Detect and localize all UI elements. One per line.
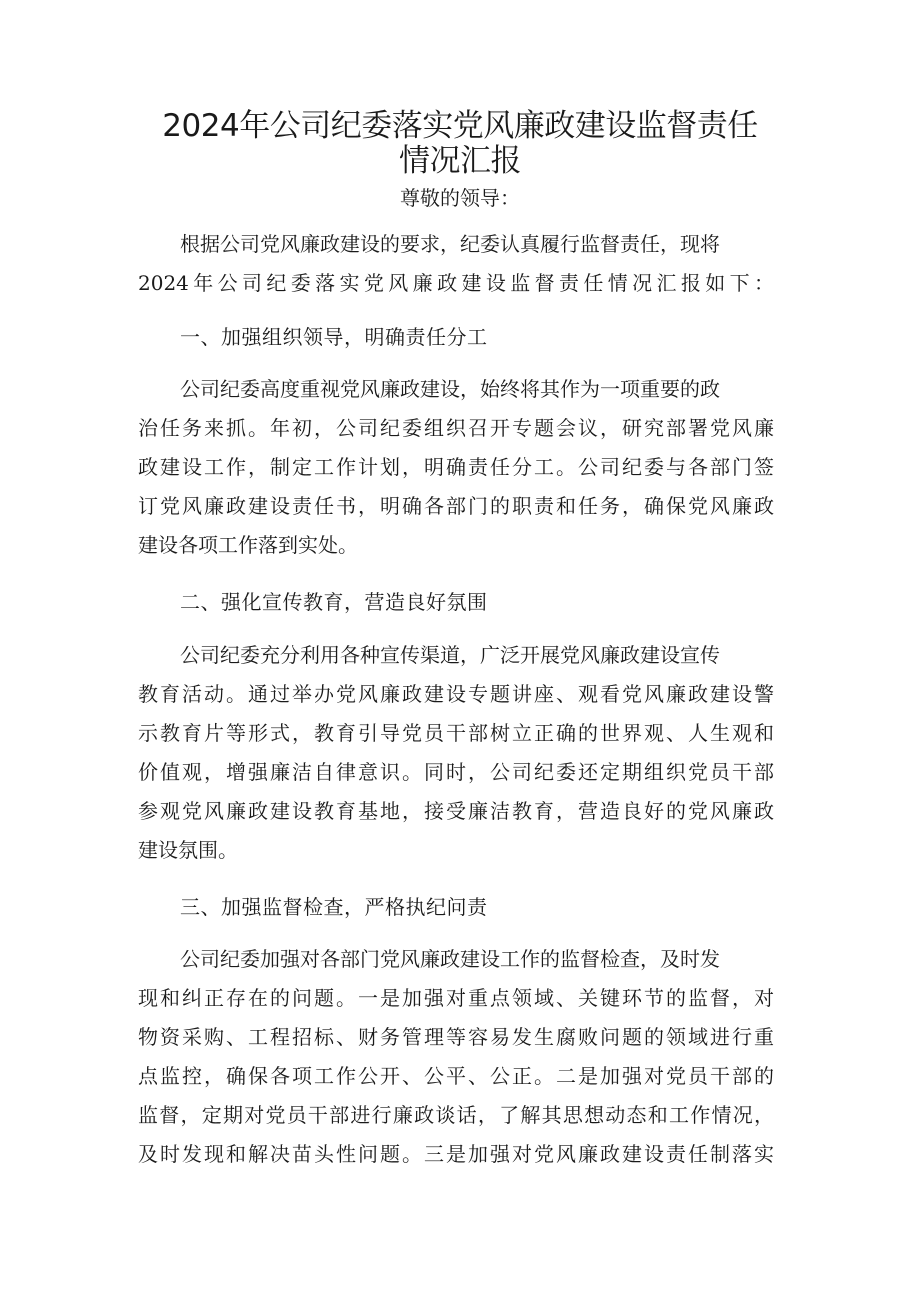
intro-line: 根据公司党风廉政建设的要求，纪委认真履行监督责任，现将 xyxy=(180,232,720,256)
greeting: 尊敬的领导： xyxy=(400,186,520,210)
document-title-line-1: 2024年公司纪委落实党风廉政建设监督责任 xyxy=(162,108,758,144)
paragraph-line: 公司纪委充分利用各种宣传渠道，广泛开展党风廉政建设宣传 xyxy=(180,643,720,667)
paragraph-line: 参观党风廉政建设教育基地，接受廉洁教育，营造良好的党风廉政 xyxy=(138,799,774,823)
paragraph-line: 建设氛围。 xyxy=(138,838,238,862)
paragraph-line: 物资采购、工程招标、财务管理等容易发生腐败问题的领域进行重 xyxy=(138,1025,774,1049)
section-heading: 二、强化宣传教育，营造良好氛围 xyxy=(180,590,488,614)
section-heading: 一、加强组织领导，明确责任分工 xyxy=(180,325,488,349)
paragraph-line: 价值观，增强廉洁自律意识。同时，公司纪委还定期组织党员干部 xyxy=(138,760,774,784)
section-heading: 三、加强监督检查，严格执纪问责 xyxy=(180,895,488,919)
paragraph-line: 政建设工作，制定工作计划，明确责任分工。公司纪委与各部门签 xyxy=(138,455,774,479)
intro-line: 2024年公司纪委落实党风廉政建设监督责任情况汇报如下： xyxy=(138,271,774,295)
paragraph-line: 公司纪委高度重视党风廉政建设，始终将其作为一项重要的政 xyxy=(180,377,720,401)
document-title-line-2: 情况汇报 xyxy=(399,143,521,179)
paragraph-line: 治任务来抓。年初，公司纪委组织召开专题会议，研究部署党风廉 xyxy=(138,416,774,440)
paragraph-line: 教育活动。通过举办党风廉政建设专题讲座、观看党风廉政建设警 xyxy=(138,682,774,706)
paragraph-line: 建设各项工作落到实处。 xyxy=(138,533,358,557)
paragraph-line: 监督，定期对党员干部进行廉政谈话，了解其思想动态和工作情况， xyxy=(138,1103,774,1127)
paragraph-line: 及时发现和解决苗头性问题。三是加强对党风廉政建设责任制落实 xyxy=(138,1142,774,1166)
paragraph-line: 点监控，确保各项工作公开、公平、公正。二是加强对党员干部的 xyxy=(138,1064,774,1088)
paragraph-line: 现和纠正存在的问题。一是加强对重点领域、关键环节的监督，对 xyxy=(138,986,774,1010)
paragraph-line: 公司纪委加强对各部门党风廉政建设工作的监督检查，及时发 xyxy=(180,947,720,971)
paragraph-line: 示教育片等形式，教育引导党员干部树立正确的世界观、人生观和 xyxy=(138,721,774,745)
paragraph-line: 订党风廉政建设责任书，明确各部门的职责和任务，确保党风廉政 xyxy=(138,494,774,518)
